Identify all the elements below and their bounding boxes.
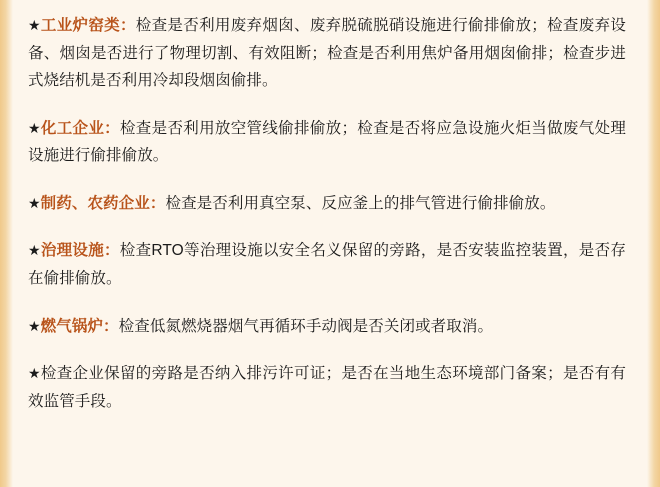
paragraph-lead-label: 化工企业： — [40, 119, 120, 137]
paragraph-body-text: 检查低氮燃烧器烟气再循环手动阀是否关闭或者取消。 — [118, 317, 494, 335]
bullet-star-icon: ★ — [28, 17, 41, 33]
bullet-star-icon: ★ — [28, 119, 41, 136]
bullet-star-icon: ★ — [28, 365, 41, 382]
paragraph-lead-label: 治理设施： — [40, 242, 120, 260]
paragraph-industrial-furnace — [28, 12, 626, 95]
paragraph-treatment-facility — [28, 237, 626, 292]
paragraph-lead-label: 制药、农药企业： — [40, 194, 166, 212]
paragraph-body-text: 检查是否利用废弃烟囱、废弃脱硫脱硝设施进行偷排偷放；检查废弃设备、烟囱是否进行了物理切割、有效阻断；检查是否利用焦炉备用烟囱偷排；检查步进式烧结机是否利用冷却段烟囱偷排。 — [28, 17, 626, 90]
paragraph-body-text: 检查RTO等治理设施以安全名义保留的旁路，是否安装监控装置，是否存在偷排偷放。 — [28, 242, 626, 288]
paragraph-chemical-enterprise — [28, 115, 626, 170]
paragraph-body-text: 检查企业保留的旁路是否纳入排污许可证；是否在当地生态环境部门备案；是否有有效监管手段。 — [28, 365, 626, 410]
bullet-star-icon: ★ — [28, 317, 41, 334]
paragraph-pharma-pesticide — [28, 190, 626, 218]
paragraph-body-text: 检查是否利用放空管线偷排偷放；检查是否将应急设施火炬当做废气处理设施进行偷排偷放。 — [28, 119, 626, 165]
paragraph-lead-label: 燃气锅炉： — [40, 317, 119, 335]
paragraph-bypass-permit — [28, 360, 626, 415]
bullet-star-icon: ★ — [28, 194, 41, 211]
paragraph-body-text: 检查是否利用真空泵、反应釜上的排气管进行偷排偷放。 — [165, 194, 556, 212]
paragraph-lead-label: 工业炉窑类： — [40, 17, 136, 34]
bullet-star-icon: ★ — [28, 242, 41, 259]
paragraph-gas-boiler — [28, 313, 626, 341]
